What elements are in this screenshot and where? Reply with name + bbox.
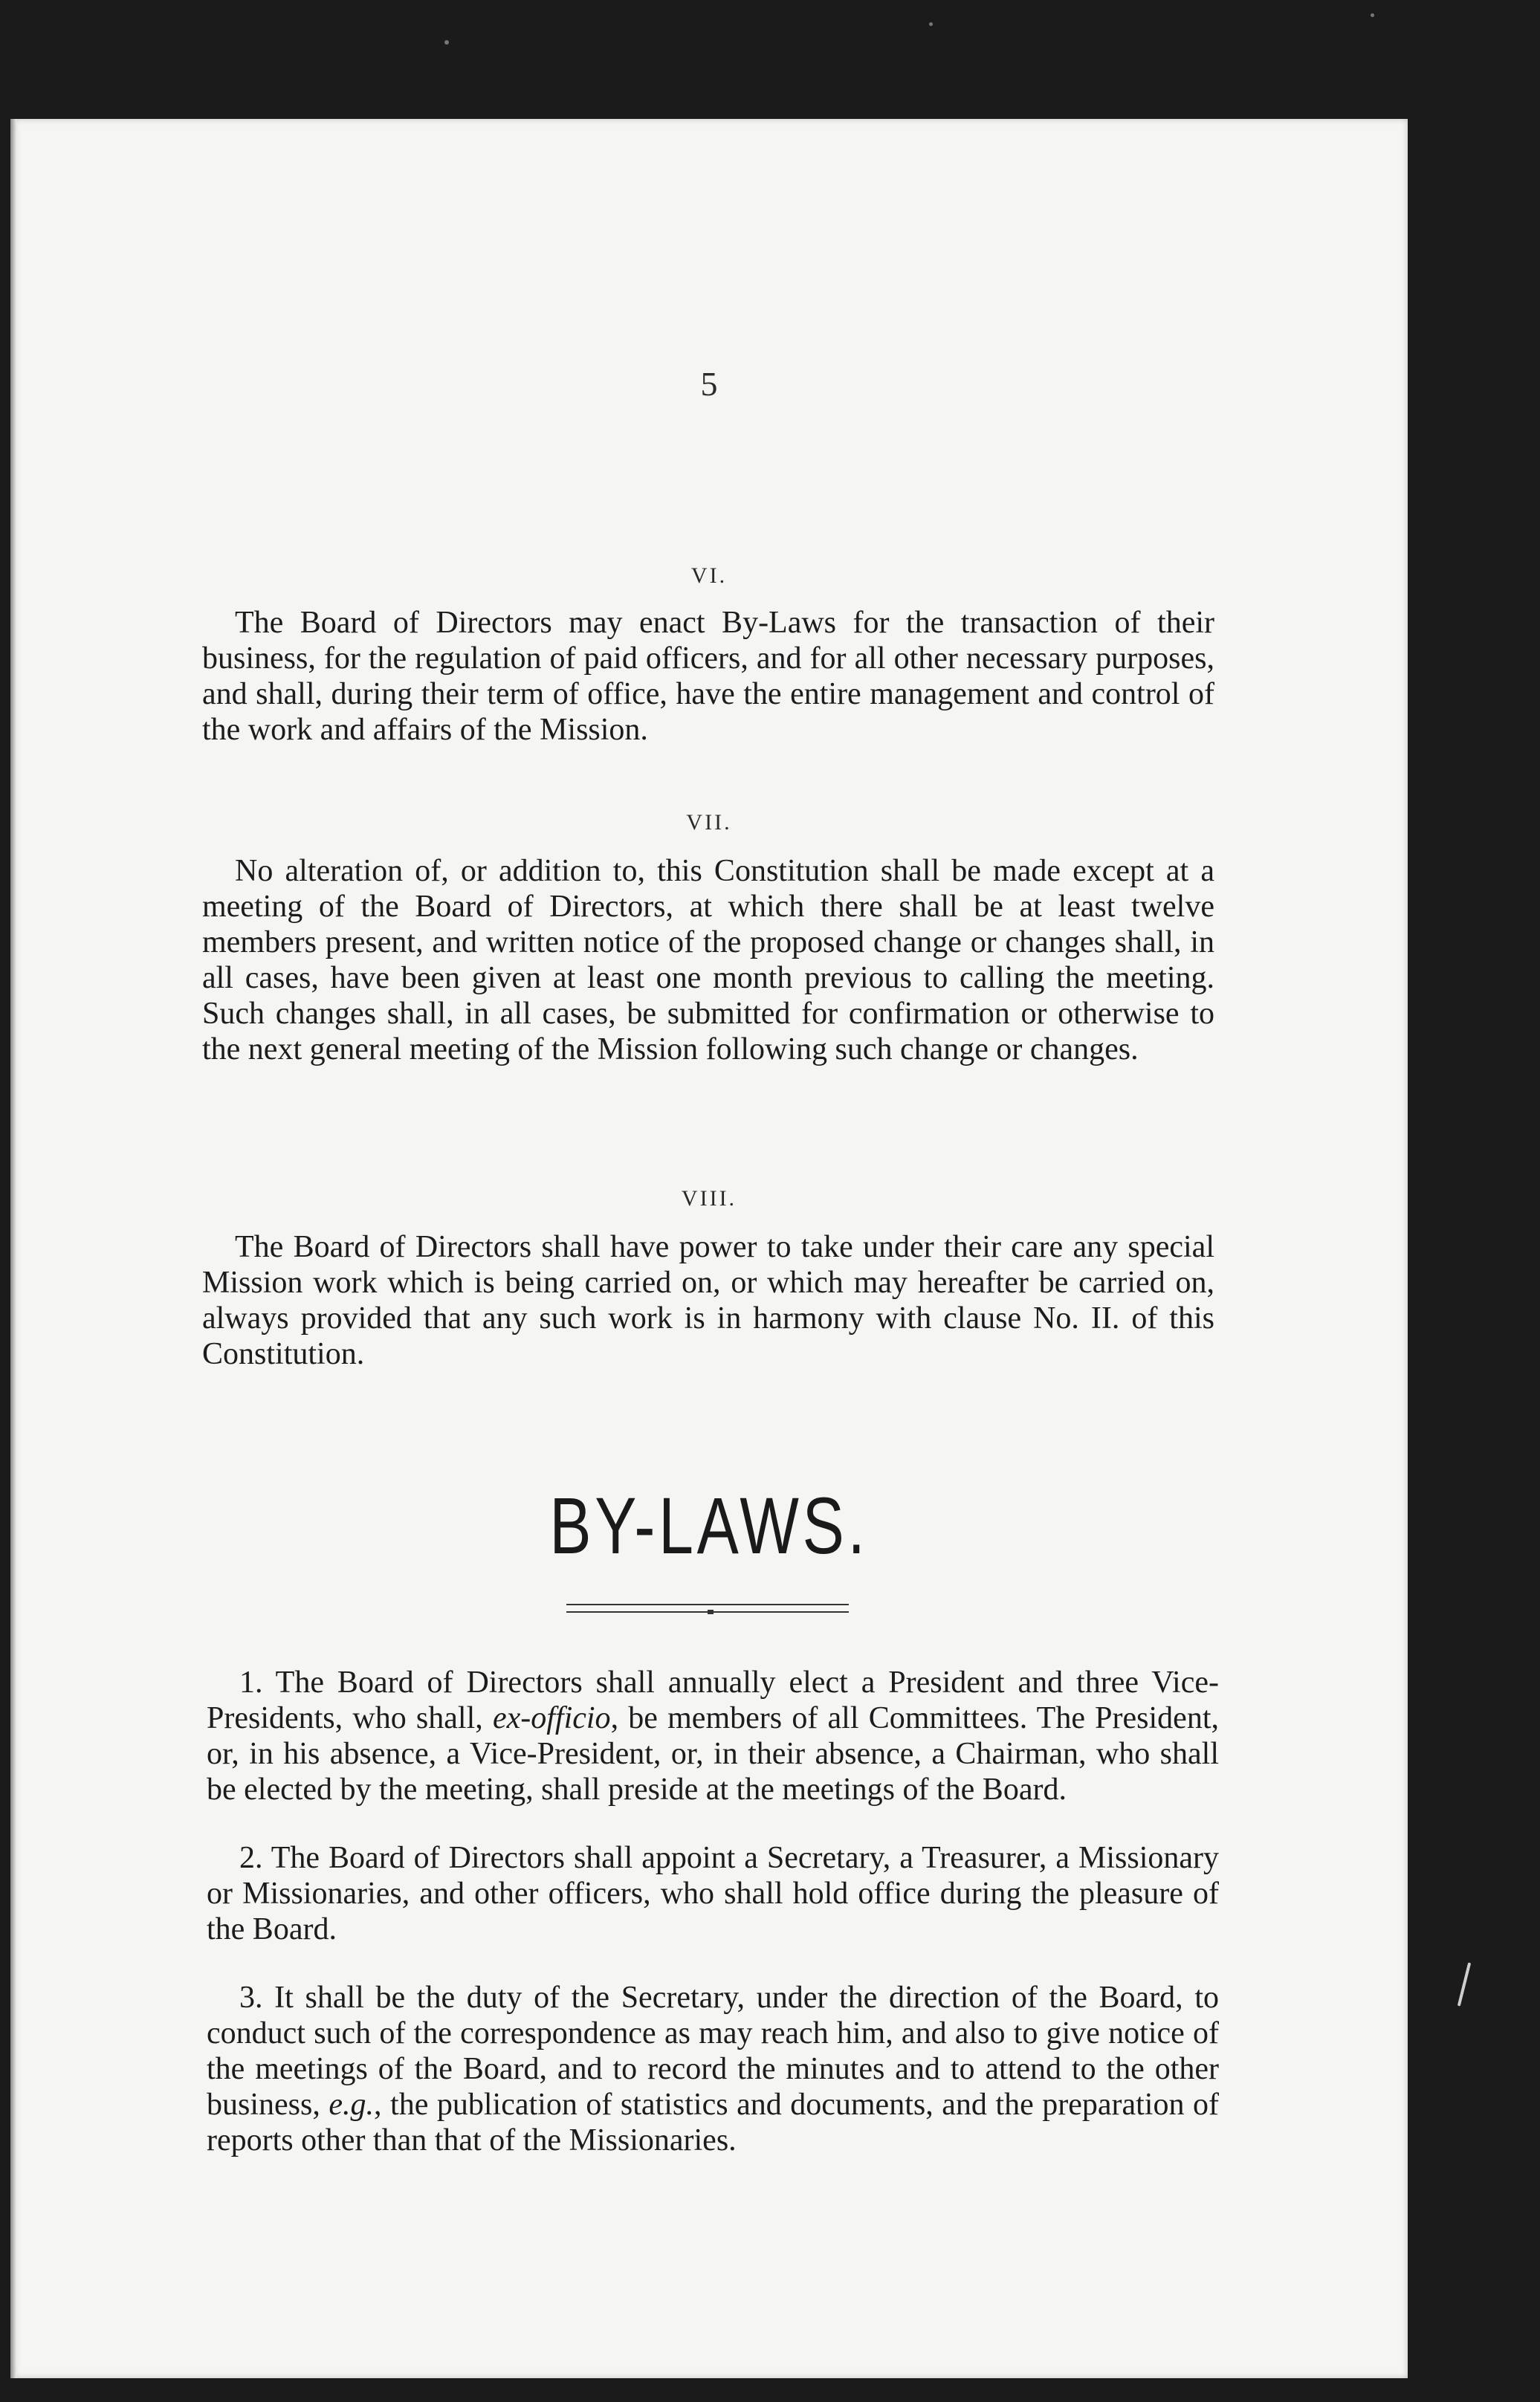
- bylaw-item-3: [207, 1980, 1219, 2158]
- section-numeral-vi: VI.: [690, 563, 728, 588]
- bylaw-number: 1.: [239, 1665, 263, 1700]
- section-vi-paragraph: The Board of Directors may enact By-Laws for the transaction of their business, for the regulation of paid officers, and for all other necessary purposes, and shall, during their term of office, have the entire management and control of the work and affairs of the Mission.: [202, 606, 1214, 747]
- decorative-rule-ornament: [708, 1610, 714, 1614]
- bylaw-text: The Board of Directors shall annually elect a President and three Vice-Presidents, who shall,: [207, 1665, 1219, 1735]
- page-binding-edge: [10, 119, 16, 2378]
- bylaw-number: 2.: [239, 1841, 263, 1875]
- bylaw-text-continued: , the publication of statistics and documents, and the preparation of reports other than that of the Missionaries.: [207, 2088, 1219, 2157]
- document-page: [10, 119, 1408, 2378]
- scan-speck: [444, 40, 449, 45]
- scan-mark: [1458, 1962, 1471, 2006]
- section-numeral-vii: VII.: [686, 810, 732, 835]
- section-vii-paragraph: No alteration of, or addition to, this Constitution shall be made except at a meeting of the Board of Directors, at which there shall be at least twelve members present, and written notice of the proposed change or changes shall, in all cases, have been given at least one month previous to calling the meeting. Such changes shall, in all cases, be submitted for confirmation or otherwise to the next general meeting of the Mission following such change or changes.: [202, 854, 1214, 1066]
- section-viii-paragraph-wrap: [202, 1229, 1214, 1372]
- bylaws-list: [207, 1665, 1219, 2191]
- bylaw-number: 3.: [239, 1981, 263, 2015]
- section-viii-paragraph: The Board of Directors shall have power to take under their care any special Mission work which is being carried on, or which may hereafter be carried on, always provided that any such work is in harmony with clause No. II. of this Constitution.: [202, 1230, 1214, 1371]
- bylaw-text: It shall be the duty of the Secretary, under the direction of the Board, to conduct such of the correspondence as may reach him, and also to give notice of the meetings of the Board, and to record the minutes and to attend to the other business,: [207, 1981, 1219, 2122]
- bylaws-heading: BY-LAWS.: [549, 1480, 869, 1570]
- section-vii-paragraph-wrap: [202, 853, 1214, 1067]
- scan-speck: [1371, 13, 1374, 17]
- bylaw-italic-term: e.g.: [329, 2088, 375, 2122]
- bylaw-italic-term: ex-officio: [492, 1701, 611, 1735]
- bylaw-item-2: [207, 1840, 1219, 1947]
- section-numeral-viii: VIII.: [681, 1186, 737, 1211]
- section-vi-paragraph-wrap: [202, 605, 1214, 748]
- scan-speck: [929, 22, 933, 26]
- bylaw-item-1: [207, 1665, 1219, 1807]
- bylaw-text-continued: , be members of all Committees. The President, or, in his absence, a Vice-President, or, in their absence, a Chairman, who shall be elected by the meeting, shall preside at the meetings of the Board.: [207, 1701, 1219, 1807]
- bylaw-text: The Board of Directors shall appoint a Secretary, a Treasurer, a Missionary or Missionaries, and other officers, who shall hold office during the pleasure of the Board.: [207, 1841, 1219, 1946]
- page-number: 5: [700, 365, 718, 403]
